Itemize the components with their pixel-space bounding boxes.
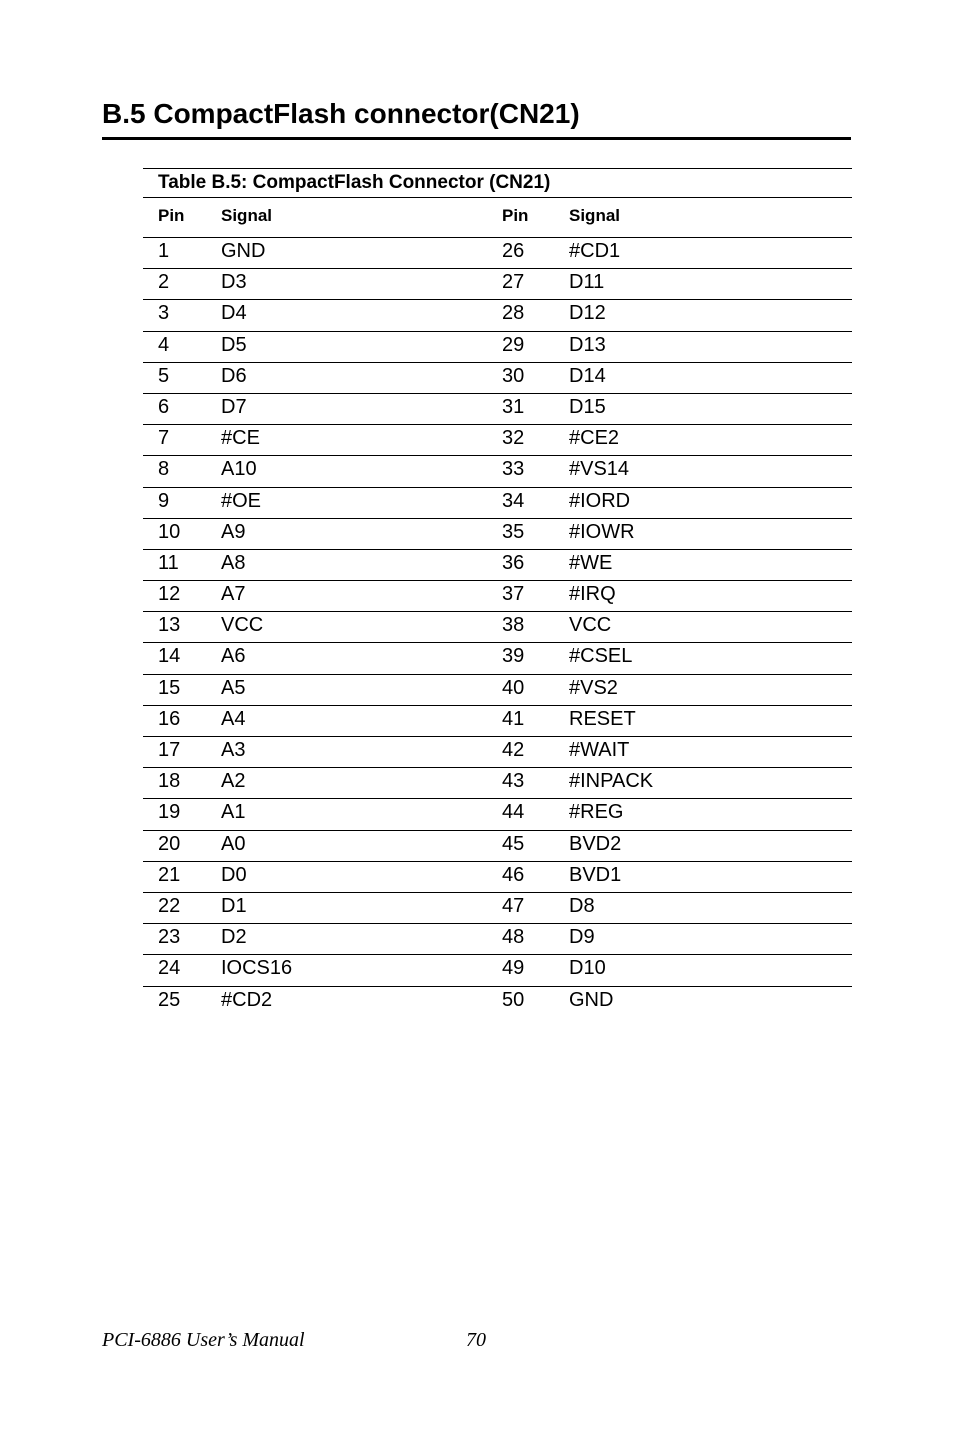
cell-pin-left: 23 [158,926,181,949]
cell-signal-left: GND [221,240,266,262]
cell-signal-right: BVD2 [569,832,622,855]
cell-signal-right: #CE2 [569,427,620,450]
table-row [143,706,852,737]
cell-pin-right: 31 [502,395,525,418]
cell-signal-left: D2 [221,926,247,949]
cell-signal-right: #IRQ [569,583,616,606]
cell-signal-right: BVD1 [569,863,622,886]
cell-pin-right: 40 [502,676,525,699]
cell-pin-right: 34 [502,489,525,512]
cell-pin-left: 7 [158,427,170,450]
cell-signal-left: D0 [221,863,247,886]
cell-signal-left: D3 [221,271,247,294]
cell-signal-left: A9 [221,520,246,543]
cell-signal-left: D1 [221,894,247,917]
cell-pin-left: 16 [158,707,181,730]
cell-signal-right: GND [569,988,614,1011]
cell-pin-left: 15 [158,676,181,699]
pinout-table [143,168,852,1018]
cell-signal-left: A5 [221,676,246,699]
cell-signal-left: A10 [221,458,257,481]
cell-pin-right: 30 [502,364,525,387]
table-row [143,456,852,487]
table-row [143,300,852,331]
table-row [143,581,852,612]
cell-signal-right: D9 [569,926,595,949]
title-rule [102,137,851,140]
cell-pin-right: 32 [502,427,525,450]
cell-signal-left: VCC [221,614,264,637]
header-pin-left: Pin [158,206,185,225]
cell-pin-left: 9 [158,489,170,512]
table-row [143,488,852,519]
cell-pin-left: 10 [158,520,181,543]
cell-signal-right: RESET [569,707,636,730]
cell-pin-left: 25 [158,988,181,1011]
cell-signal-left: A8 [221,551,246,574]
cell-signal-right: #REG [569,801,624,824]
cell-signal-left: A0 [221,832,246,855]
cell-pin-left: 19 [158,801,181,824]
cell-pin-left: 18 [158,770,181,793]
cell-pin-left: 12 [158,583,181,606]
table-row [143,612,852,643]
cell-pin-right: 46 [502,863,525,886]
cell-signal-left: #OE [221,489,262,512]
header-signal-left: Signal [221,206,273,225]
cell-pin-right: 27 [502,271,525,294]
cell-pin-left: 4 [158,333,170,356]
cell-signal-left: D4 [221,302,247,325]
table-row [143,394,852,425]
table-row [143,519,852,550]
cell-pin-left: 8 [158,458,170,481]
cell-signal-left: D6 [221,364,247,387]
cell-signal-right: #WAIT [569,739,630,761]
cell-signal-right: D12 [569,302,606,325]
cell-pin-left: 11 [158,551,179,574]
table-header-row [143,198,852,238]
cell-signal-left: A1 [221,801,246,824]
table-row [143,987,852,1018]
cell-signal-left: A2 [221,770,246,793]
cell-pin-right: 41 [502,707,525,730]
table-row [143,768,852,799]
cell-pin-left: 21 [158,863,181,886]
cell-signal-left: A4 [221,707,246,730]
table-row [143,924,852,955]
cell-signal-right: #INPACK [569,770,654,793]
cell-pin-right: 42 [502,739,525,761]
cell-signal-right: VCC [569,614,612,637]
cell-pin-right: 49 [502,957,525,980]
cell-pin-right: 37 [502,583,525,606]
cell-pin-left: 14 [158,645,181,668]
header-pin-right: Pin [502,206,529,225]
cell-signal-right: D8 [569,894,595,917]
cell-pin-right: 48 [502,926,525,949]
table-row [143,893,852,924]
cell-pin-right: 39 [502,645,525,668]
cell-pin-left: 20 [158,832,181,855]
table-row [143,831,852,862]
footer-page-number: 70 [466,1329,486,1351]
cell-pin-right: 47 [502,894,525,917]
cell-signal-right: #WE [569,551,613,574]
cell-signal-right: #IORD [569,489,631,512]
cell-pin-left: 1 [158,240,170,262]
table-row [143,643,852,674]
cell-signal-left: A6 [221,645,246,668]
footer-manual-title: PCI-6886 User’s Manual [102,1329,305,1351]
cell-signal-right: D15 [569,395,606,418]
cell-signal-right: #VS2 [569,676,618,699]
table-row [143,675,852,706]
cell-pin-right: 26 [502,240,525,262]
cell-signal-right: D14 [569,364,606,387]
cell-pin-right: 43 [502,770,525,793]
cell-pin-left: 6 [158,395,170,418]
cell-signal-right: #CD1 [569,240,621,262]
cell-pin-left: 2 [158,271,170,294]
section-title: B.5 CompactFlash connector(CN21) [102,98,580,129]
cell-pin-left: 13 [158,614,181,637]
table-caption: Table B.5: CompactFlash Connector (CN21) [143,168,852,198]
cell-signal-right: D13 [569,333,606,356]
cell-pin-left: 17 [158,739,181,761]
cell-signal-left: #CE [221,427,260,450]
table-row [143,737,852,768]
cell-pin-right: 28 [502,302,525,325]
cell-signal-left: IOCS16 [221,957,293,980]
cell-signal-left: D7 [221,395,247,418]
cell-pin-right: 38 [502,614,525,637]
cell-signal-right: #VS14 [569,458,630,481]
cell-pin-right: 50 [502,988,525,1011]
cell-signal-left: A7 [221,583,246,606]
table-row [143,425,852,456]
cell-pin-right: 33 [502,458,525,481]
cell-pin-right: 45 [502,832,525,855]
cell-signal-left: #CD2 [221,988,273,1011]
cell-signal-left: D5 [221,333,247,356]
table-row [143,269,852,300]
cell-signal-right: D10 [569,957,606,980]
table-row [143,363,852,394]
table-row [143,955,852,986]
cell-signal-right: D11 [569,271,605,294]
cell-pin-right: 44 [502,801,525,824]
cell-signal-right: #IOWR [569,520,635,543]
cell-pin-left: 3 [158,302,170,325]
table-row [143,332,852,363]
cell-signal-right: #CSEL [569,645,633,668]
cell-pin-right: 29 [502,333,525,356]
table-row [143,238,852,269]
table-row [143,862,852,893]
table-row [143,550,852,581]
table-row [143,799,852,830]
cell-pin-left: 5 [158,364,170,387]
cell-pin-left: 24 [158,957,181,980]
header-signal-right: Signal [569,206,621,225]
cell-signal-left: A3 [221,739,246,761]
cell-pin-right: 36 [502,551,525,574]
table-body [143,238,852,1018]
cell-pin-right: 35 [502,520,525,543]
cell-pin-left: 22 [158,894,181,917]
